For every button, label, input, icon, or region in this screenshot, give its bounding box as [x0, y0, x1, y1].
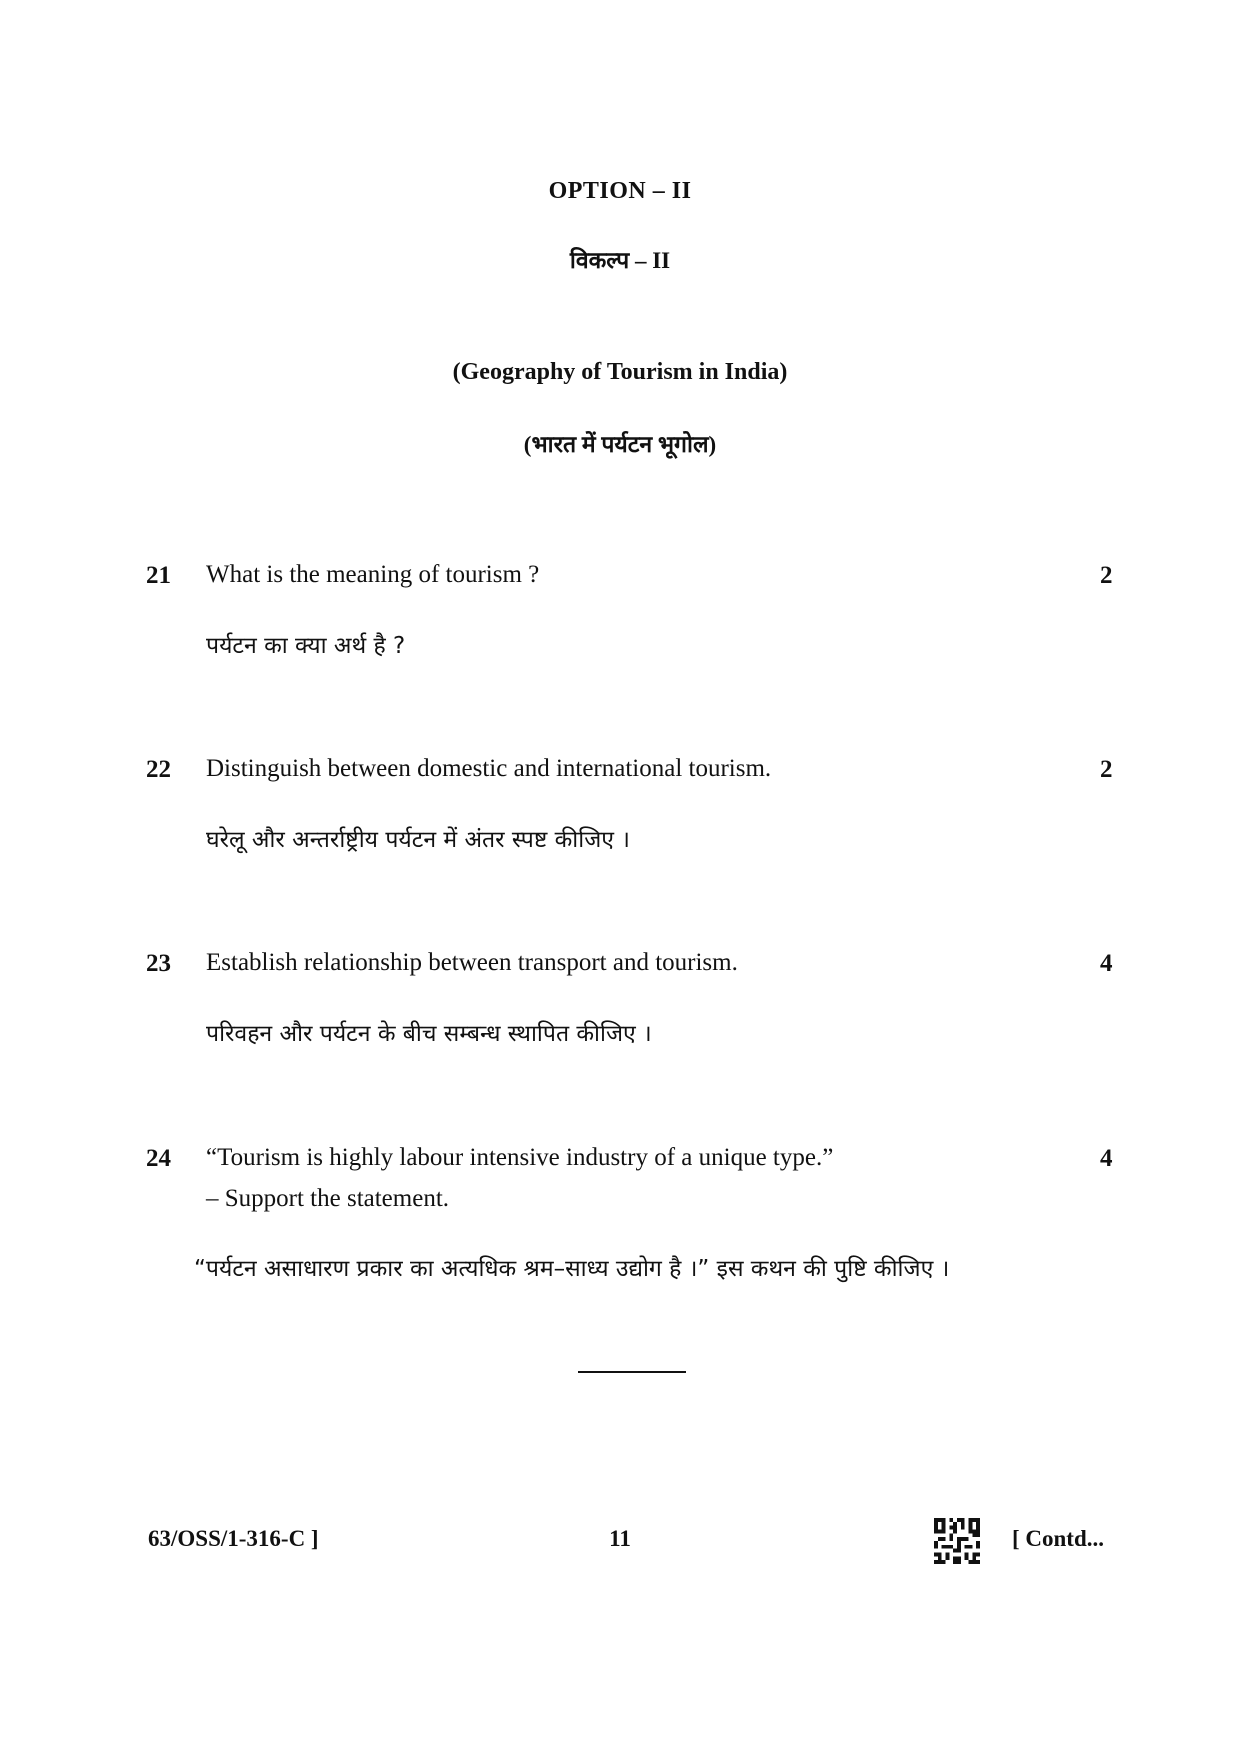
question-text-english: Establish relationship between transport and tourism.	[206, 949, 738, 976]
question-21	[0, 562, 1240, 682]
question-number: 22	[146, 756, 171, 783]
page-number: 11	[609, 1526, 631, 1551]
option-heading-english: OPTION – II	[548, 178, 692, 204]
question-marks: 4	[1100, 1145, 1113, 1172]
end-of-section-rule	[578, 1371, 686, 1373]
subject-heading-hindi: (भारत में पर्यटन भूगोल)	[523, 432, 717, 457]
question-text-hindi: पर्यटन का क्या अर्थ है ?	[206, 633, 406, 659]
question-marks: 2	[1100, 756, 1113, 783]
question-number: 21	[146, 562, 171, 589]
question-24	[0, 1145, 1240, 1295]
question-text-hindi: “पर्यटन असाधारण प्रकार का अत्यधिक श्रम–साध्य उद्योग है ।” इस कथन की पुष्टि कीजिए ।	[194, 1256, 950, 1282]
qr-code-icon	[934, 1518, 980, 1564]
option-heading-hindi: विकल्प – II	[569, 248, 671, 273]
question-text-english: “Tourism is highly labour intensive industry of a unique type.”	[206, 1144, 834, 1171]
question-text-english: What is the meaning of tourism ?	[206, 561, 540, 588]
question-text-hindi: घरेलू और अन्तर्राष्ट्रीय पर्यटन में अंतर स्पष्ट कीजिए ।	[206, 827, 631, 853]
question-text-hindi: परिवहन और पर्यटन के बीच सम्बन्ध स्थापित कीजिए ।	[206, 1021, 652, 1047]
question-marks: 4	[1100, 950, 1113, 977]
question-marks: 2	[1100, 562, 1113, 589]
question-23	[0, 950, 1240, 1070]
question-text-english: Distinguish between domestic and international tourism.	[206, 755, 772, 782]
question-number: 23	[146, 950, 171, 977]
paper-code: 63/OSS/1-316-C ]	[148, 1526, 319, 1551]
question-text-english-line-2: – Support the statement.	[206, 1185, 450, 1212]
question-22	[0, 756, 1240, 876]
subject-heading-english: (Geography of Tourism in India)	[452, 359, 788, 385]
continued-marker: [ Contd...	[1012, 1526, 1105, 1551]
question-number: 24	[146, 1145, 171, 1172]
